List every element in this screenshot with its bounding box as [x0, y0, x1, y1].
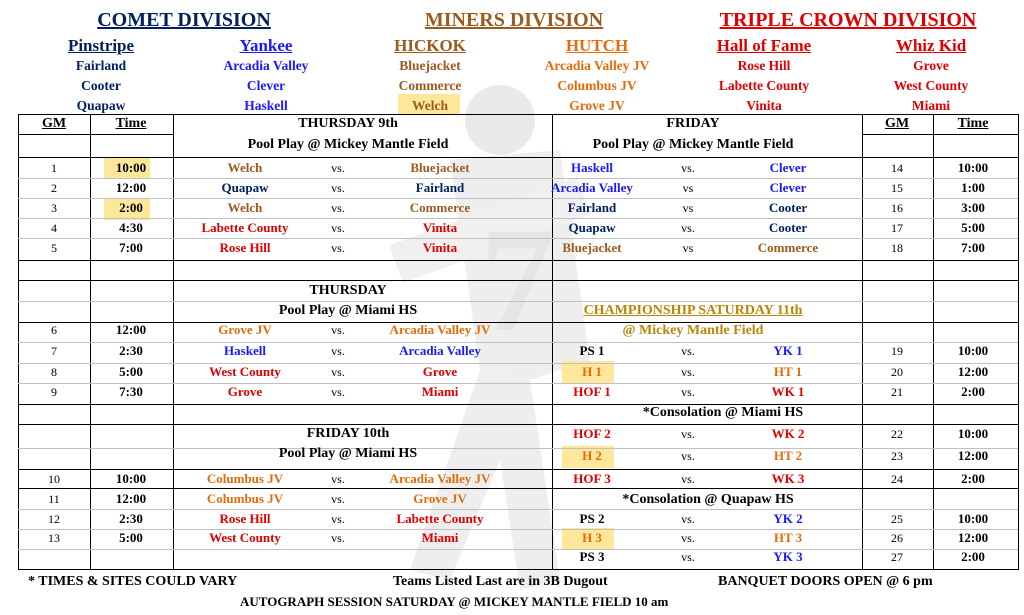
home-team: Rose Hill	[219, 240, 271, 255]
away-team: Cooter	[768, 200, 808, 215]
thursday-header: THURSDAY 9th	[298, 116, 398, 131]
away-team: YK 1	[773, 343, 803, 358]
team-header: Hall of Fame	[716, 36, 812, 55]
team-header: Whiz Kid	[895, 36, 967, 55]
game-time: 4:30	[119, 220, 143, 235]
championship-label: CHAMPIONSHIP SATURDAY 11th	[583, 303, 803, 318]
vs-label: vs.	[331, 241, 345, 255]
team-header: Pinstripe	[67, 36, 135, 55]
footer-times-note: * TIMES & SITES COULD VARY	[28, 574, 238, 589]
vs-label: vs.	[331, 181, 345, 195]
game-number: 16	[891, 201, 903, 215]
game-number: 4	[51, 221, 57, 235]
schedule-grid	[0, 114, 1024, 570]
team-header: Yankee	[239, 36, 293, 55]
game-number: 5	[51, 241, 57, 255]
away-team: Vinita	[422, 220, 458, 235]
team-member: Arcadia Valley	[223, 58, 309, 73]
game-time: 12:00	[115, 322, 147, 337]
home-team: Fairland	[567, 200, 617, 215]
team-member: Labette County	[718, 78, 810, 93]
game-time: 12:00	[957, 448, 989, 463]
gm-header-right: GM	[884, 116, 910, 131]
game-time: 2:00	[961, 384, 985, 399]
home-team: H 1	[582, 364, 602, 379]
time-header: Time	[115, 116, 147, 131]
home-team: West County	[209, 364, 281, 379]
team-member: Clever	[246, 78, 286, 93]
game-time: 10:00	[957, 160, 989, 175]
game-time: 7:30	[119, 384, 143, 399]
game-time: 12:00	[115, 180, 147, 195]
team-member: Quapaw	[76, 98, 126, 113]
vs-label: vs.	[681, 550, 695, 564]
game-number: 25	[891, 512, 903, 526]
vs-label: vs.	[331, 365, 345, 379]
away-team: HT 3	[773, 530, 803, 545]
game-time: 2:00	[961, 549, 985, 564]
home-team: Grove JV	[218, 322, 272, 337]
game-number: 22	[891, 427, 903, 441]
team-member: Fairland	[75, 58, 127, 73]
away-team: Grove	[422, 364, 458, 379]
home-team: Arcadia Valley	[551, 180, 633, 195]
division-title: MINERS DIVISION	[424, 9, 604, 31]
home-team: West County	[209, 530, 281, 545]
game-time: 1:00	[961, 180, 985, 195]
team-member: Columbus JV	[557, 78, 637, 93]
home-team: Columbus JV	[206, 491, 284, 506]
game-number: 14	[891, 161, 903, 175]
vs-label: vs.	[681, 512, 695, 526]
team-member: Rose Hill	[737, 58, 791, 73]
consolation-quapaw-label: *Consolation @ Quapaw HS	[622, 492, 794, 507]
game-number: 6	[51, 323, 57, 337]
home-team: Grove	[227, 384, 263, 399]
game-number: 13	[48, 531, 60, 545]
friday-header: FRIDAY	[666, 116, 720, 131]
consolation-miami-label: *Consolation @ Miami HS	[642, 405, 804, 420]
away-team: Arcadia Valley	[399, 343, 481, 358]
game-time: 10:00	[115, 471, 147, 486]
game-number: 27	[891, 550, 903, 564]
vs-label: vs.	[681, 385, 695, 399]
pool-play-miami-thursday: Pool Play @ Miami HS	[278, 303, 418, 318]
home-team: Rose Hill	[219, 511, 271, 526]
game-number: 2	[51, 181, 57, 195]
away-team: Miami	[421, 384, 459, 399]
game-number: 7	[51, 344, 57, 358]
game-number: 19	[891, 344, 903, 358]
home-team: Welch	[227, 200, 263, 215]
away-team: Cooter	[768, 220, 808, 235]
vs-label: vs.	[331, 512, 345, 526]
away-team: Clever	[769, 160, 807, 175]
game-number: 24	[891, 472, 903, 486]
vs-label: vs.	[331, 161, 345, 175]
game-time: 7:00	[119, 240, 143, 255]
team-member: West County	[893, 78, 969, 93]
vs-label: vs.	[331, 323, 345, 337]
game-time: 2:00	[961, 471, 985, 486]
game-time: 10:00	[957, 511, 989, 526]
away-team: Fairland	[415, 180, 465, 195]
away-team: Arcadia Valley JV	[389, 471, 491, 486]
vs-label: vs	[682, 201, 694, 215]
team-member: Commerce	[398, 78, 462, 93]
vs-label: vs.	[681, 472, 695, 486]
team-member: Haskell	[244, 98, 288, 113]
game-number: 20	[891, 365, 903, 379]
game-number: 11	[48, 492, 60, 506]
team-header: HICKOK	[394, 36, 466, 55]
away-team: Vinita	[422, 240, 458, 255]
game-number: 9	[51, 385, 57, 399]
home-team: HOF 3	[573, 471, 611, 486]
division-title: TRIPLE CROWN DIVISION	[719, 9, 977, 31]
team-header: HUTCH	[565, 36, 629, 55]
game-number: 26	[891, 531, 903, 545]
at-mickey-mantle-label: @ Mickey Mantle Field	[622, 323, 764, 338]
vs-label: vs.	[331, 531, 345, 545]
vs-label: vs.	[681, 221, 695, 235]
game-number: 8	[51, 365, 57, 379]
home-team: PS 2	[579, 511, 605, 526]
away-team: Miami	[421, 530, 459, 545]
home-team: HOF 1	[573, 384, 611, 399]
vs-label: vs.	[681, 365, 695, 379]
game-number: 17	[891, 221, 903, 235]
footer-banquet-note: BANQUET DOORS OPEN @ 6 pm	[718, 574, 933, 589]
away-team: YK 3	[773, 549, 803, 564]
game-number: 10	[48, 472, 60, 486]
game-number: 3	[51, 201, 57, 215]
away-team: Clever	[769, 180, 807, 195]
game-number: 18	[891, 241, 903, 255]
away-team: YK 2	[773, 511, 803, 526]
home-team: PS 3	[579, 549, 605, 564]
game-number: 12	[48, 512, 60, 526]
game-time: 5:00	[119, 530, 143, 545]
home-team: Quapaw	[568, 220, 616, 235]
away-team: Commerce	[409, 200, 471, 215]
game-time: 7:00	[961, 240, 985, 255]
away-team: HT 1	[773, 364, 803, 379]
pool-play-mm-left: Pool Play @ Mickey Mantle Field	[247, 137, 449, 152]
vs-label: vs.	[331, 472, 345, 486]
away-team: WK 2	[771, 426, 805, 441]
away-team: WK 1	[771, 384, 805, 399]
team-member: Bluejacket	[399, 58, 461, 73]
pool-play-miami-friday: Pool Play @ Miami HS	[278, 446, 418, 461]
team-member: Grove JV	[569, 98, 625, 113]
gm-header: GM	[41, 116, 67, 131]
team-member: Miami	[911, 98, 951, 113]
home-team: Quapaw	[221, 180, 269, 195]
team-member: Arcadia Valley JV	[544, 58, 650, 73]
home-team: Columbus JV	[206, 471, 284, 486]
footer-dugout-note: Teams Listed Last are in 3B Dugout	[393, 574, 608, 589]
away-team: Commerce	[757, 240, 819, 255]
vs-label: vs	[682, 241, 694, 255]
vs-label: vs.	[331, 385, 345, 399]
vs-label: vs.	[681, 427, 695, 441]
home-team: Haskell	[571, 160, 613, 175]
footer-autograph-note: AUTOGRAPH SESSION SATURDAY @ MICKEY MANTLE FIELD 10 am	[240, 594, 669, 609]
home-team: Labette County	[201, 220, 289, 235]
team-member: Vinita	[746, 98, 782, 113]
away-team: Grove JV	[413, 491, 467, 506]
game-time: 12:00	[957, 364, 989, 379]
game-number: 21	[891, 385, 903, 399]
game-time: 3:00	[961, 200, 985, 215]
away-team: Labette County	[396, 511, 484, 526]
game-time: 5:00	[961, 220, 985, 235]
thursday-label: THURSDAY	[309, 283, 387, 298]
friday10-label: FRIDAY 10th	[306, 426, 390, 441]
team-member: Cooter	[81, 78, 121, 93]
vs-label: vs.	[331, 344, 345, 358]
pool-play-mm-right: Pool Play @ Mickey Mantle Field	[592, 137, 794, 152]
away-team: HT 2	[773, 448, 803, 463]
home-team: Haskell	[224, 343, 266, 358]
game-time: 2:30	[119, 343, 143, 358]
home-team: H 3	[582, 530, 602, 545]
vs-label: vs.	[681, 344, 695, 358]
game-time: 10:00	[115, 160, 147, 175]
game-time: 10:00	[957, 426, 989, 441]
game-number: 23	[891, 449, 903, 463]
time-header-right: Time	[957, 116, 989, 131]
away-team: Bluejacket	[410, 160, 470, 175]
home-team: HOF 2	[573, 426, 611, 441]
game-time: 12:00	[115, 491, 147, 506]
home-team: Bluejacket	[562, 240, 622, 255]
home-team: PS 1	[579, 343, 605, 358]
game-time: 10:00	[957, 343, 989, 358]
team-member: Grove	[913, 58, 949, 73]
svg-text:7: 7	[480, 197, 555, 363]
home-team: H 2	[582, 448, 602, 463]
vs-label: vs.	[331, 221, 345, 235]
game-number: 1	[51, 161, 57, 175]
team-member: Welch	[412, 98, 448, 113]
vs-label: vs.	[681, 161, 695, 175]
vs-label: vs	[682, 181, 694, 195]
division-title: COMET DIVISION	[97, 9, 271, 31]
away-team: WK 3	[771, 471, 805, 486]
game-time: 2:30	[119, 511, 143, 526]
vs-label: vs.	[681, 531, 695, 545]
vs-label: vs.	[681, 449, 695, 463]
vs-label: vs.	[331, 492, 345, 506]
game-time: 2:00	[119, 200, 143, 215]
game-time: 5:00	[119, 364, 143, 379]
game-number: 15	[891, 181, 903, 195]
vs-label: vs.	[331, 201, 345, 215]
game-time: 12:00	[957, 530, 989, 545]
away-team: Arcadia Valley JV	[389, 322, 491, 337]
home-team: Welch	[227, 160, 263, 175]
